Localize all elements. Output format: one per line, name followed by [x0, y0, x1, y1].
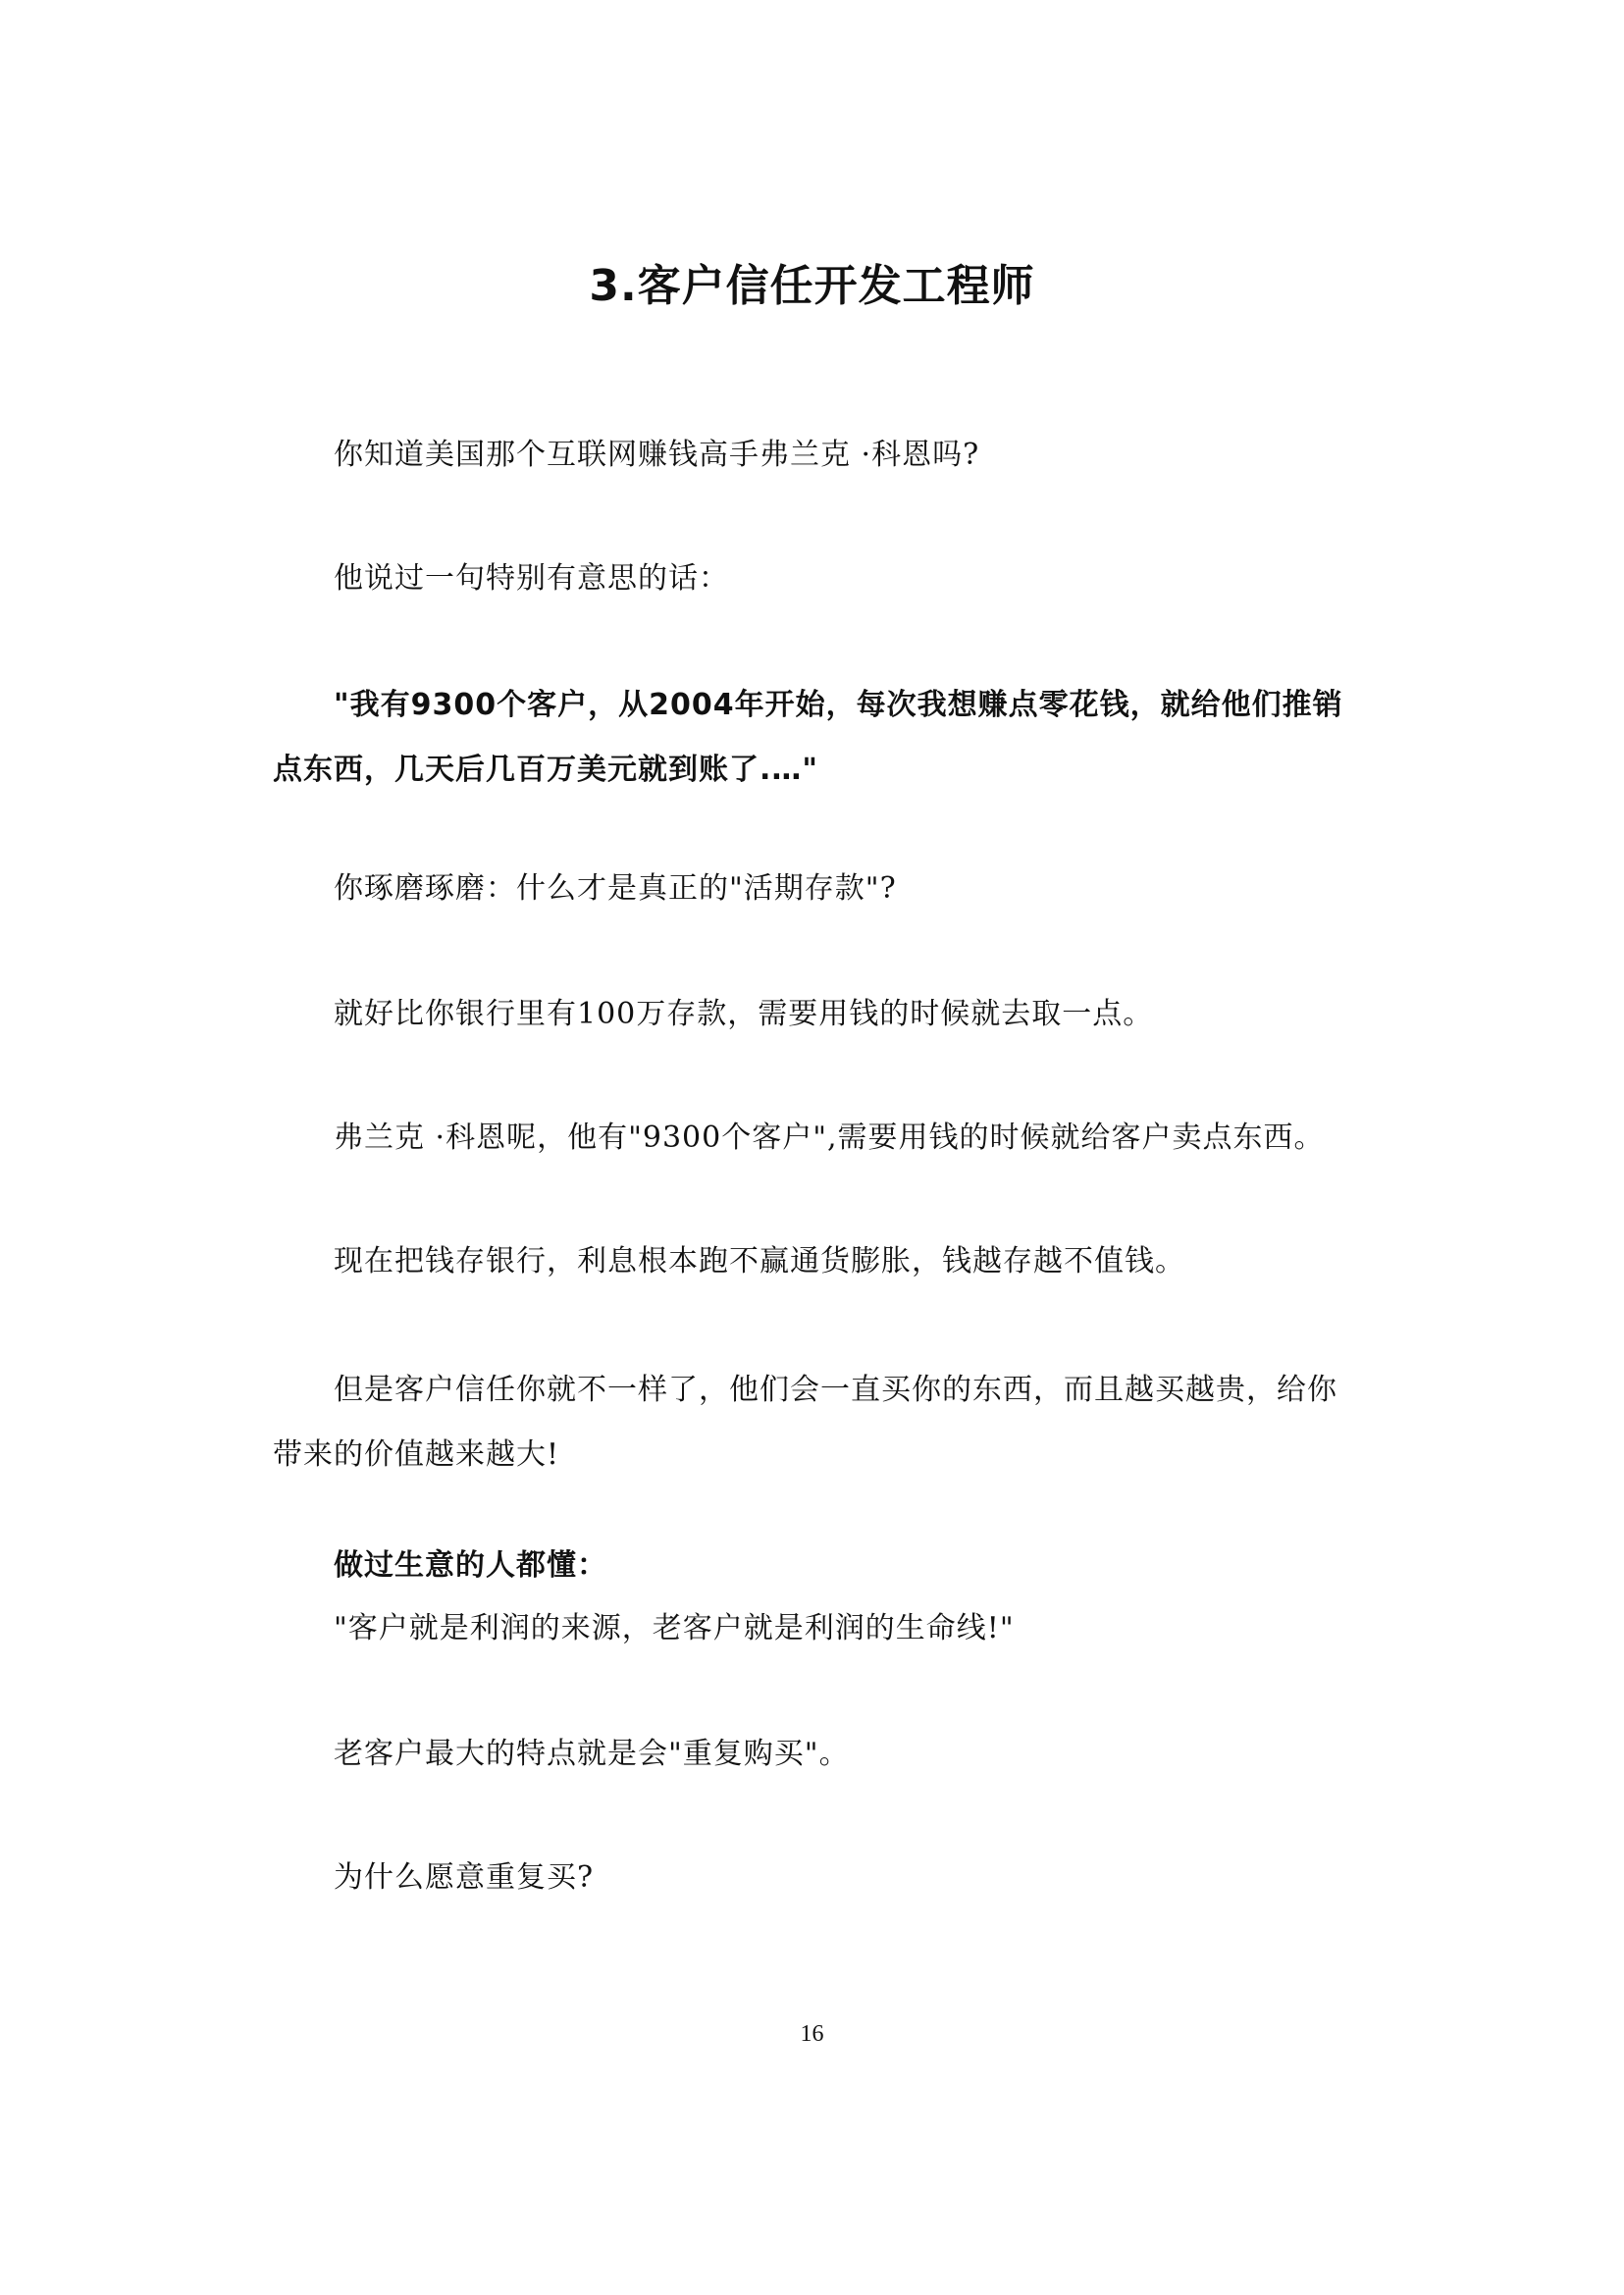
- paragraph-10: "客户就是利润的来源，老客户就是利润的生命线!": [334, 1611, 1015, 1645]
- quote-paragraph: "我有9300个客户，从2004年开始，每次我想赚点零花钱，就给他们推销点东西，几天后几百万美元就到账了.…": [273, 688, 1343, 787]
- paragraph-1: 你知道美国那个互联网赚钱高手弗兰克 ·科恩吗?: [334, 438, 980, 472]
- paragraph-8: 但是客户信任你就不一样了，他们会一直买你的东西，而且越买越贵，给你带来的价值越来越大!: [273, 1373, 1337, 1472]
- paragraph-7: 现在把钱存银行，利息根本跑不赢通货膨胀，钱越存越不值钱。: [334, 1244, 1185, 1278]
- paragraph-12: 为什么愿意重复买?: [334, 1860, 595, 1895]
- paragraph-11: 老客户最大的特点就是会"重复购买"。: [334, 1737, 850, 1771]
- paragraph-2: 他说过一句特别有意思的话：: [334, 561, 729, 596]
- page-number: 16: [800, 2021, 824, 2047]
- paragraph-4: 你琢磨琢磨：什么才是真正的"活期存款"?: [334, 871, 897, 906]
- paragraph-heading-business: 做过生意的人都懂：: [334, 1548, 607, 1583]
- paragraph-6: 弗兰克 ·科恩呢，他有"9300个客户",需要用钱的时候就给客户卖点东西。: [334, 1121, 1325, 1155]
- paragraph-5: 就好比你银行里有100万存款，需要用钱的时候就去取一点。: [334, 997, 1154, 1031]
- page-title: 3.客户信任开发工程师: [589, 261, 1035, 311]
